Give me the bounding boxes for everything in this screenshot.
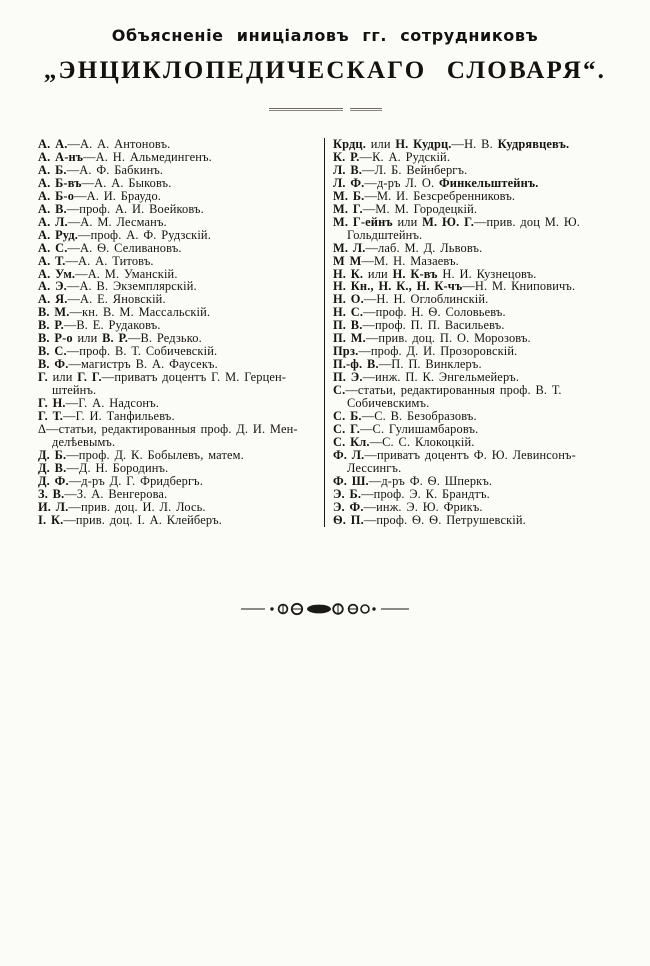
entry-text: —проф. Н. Ѳ. Соловьевъ. — [363, 305, 506, 320]
entry-text: —П. П. Винклеръ. — [378, 357, 482, 372]
entry-abbreviation: М. Ю. Г. — [422, 214, 474, 229]
list-entry — [333, 384, 618, 410]
entry-abbreviation: Н. С. — [333, 305, 364, 320]
entry-text: —Н. Н. Оглоблинскій. — [363, 292, 489, 307]
entry-text: —А. А. Антоновъ. — [67, 137, 171, 151]
entry-abbreviation: Прз. — [333, 344, 359, 359]
entry-text: —прив. доц. П. О. Морозовъ. — [365, 331, 531, 346]
entry-line — [38, 514, 323, 527]
entry-text: —магистръ В. А. Фаусекъ. — [68, 357, 218, 372]
title-divider-short-segment — [350, 108, 382, 111]
entry-abbreviation: Д. Ф. — [38, 473, 69, 488]
entry-abbreviation: А. Б-въ — [38, 175, 82, 190]
entry-abbreviation: Г. Т. — [38, 409, 64, 424]
entry-abbreviation: Финкельштейнъ. — [439, 175, 539, 190]
entry-abbreviation: А. А. — [38, 137, 68, 151]
entry-text: —инж. Э. Ю. Фрикъ. — [363, 499, 483, 514]
entry-abbreviation: Н. К-въ — [392, 266, 438, 281]
entry-abbreviation: П. М. — [333, 331, 366, 346]
entry-abbreviation: Кудрявцевъ. — [497, 137, 570, 151]
entry-text: или — [363, 266, 393, 281]
entry-abbreviation: П.-ф. В. — [333, 357, 379, 372]
entry-abbreviation: В. Ф. — [38, 357, 69, 372]
entry-text: —проф. В. Т. Собичевскій. — [66, 344, 218, 359]
entry-text: —Н. В. — [451, 137, 498, 151]
entry-abbreviation: А. Л. — [38, 214, 68, 229]
entry-abbreviation: А. Ум. — [38, 266, 76, 281]
entry-text: —проф. А. И. Воейковъ. — [66, 201, 204, 216]
entry-text: —С. С. Клокоцкій. — [369, 434, 475, 449]
entry-text: —М. М. Городецкій. — [362, 201, 478, 216]
entry-text: —приватъ доцентъ Ф. Ю. Левинсонъ- — [364, 447, 576, 462]
entry-text: —А. Н. Альмедингенъ. — [83, 149, 212, 164]
list-entry — [333, 449, 618, 475]
entry-abbreviation: М. Г. — [333, 201, 363, 216]
entry-text: Н. И. Кузнецовъ. — [437, 266, 537, 281]
entry-abbreviation: К. Р. — [333, 149, 360, 164]
entry-text: —А. Е. Яновскій. — [67, 292, 166, 307]
entry-text: Лессингъ. — [347, 460, 402, 475]
entry-text: —статьи, редактированныя проф. Д. И. Мен- — [46, 421, 298, 436]
entry-abbreviation: Ф. Л. — [333, 447, 365, 462]
page-header — [0, 26, 650, 104]
entry-line — [333, 514, 618, 527]
entry-text: делѣевымъ. — [52, 434, 116, 449]
list-entry — [333, 514, 618, 527]
page-subtitle: Объясненіе иниціаловъ гг. сотрудниковъ — [111, 26, 539, 45]
entry-abbreviation: М. Б. — [333, 188, 365, 203]
entry-text: —проф. П. П. Васильевъ. — [362, 318, 505, 333]
entry-text: —прив. доц. І. А. Клейберъ. — [63, 512, 223, 527]
entry-text: или — [47, 370, 78, 385]
entry-abbreviation: Г. Н. — [38, 396, 66, 411]
entry-text: —проф. Ѳ. Ѳ. Петрушевскій. — [363, 512, 526, 527]
entry-abbreviation: Л. В. — [333, 162, 363, 177]
entry-text: —А. М. Уманскій. — [75, 266, 178, 281]
column-left — [38, 138, 323, 527]
entry-abbreviation: А. Б-о — [38, 188, 75, 203]
entry-text: —В. Е. Рудаковъ. — [63, 318, 161, 333]
entry-abbreviation: А. С. — [38, 240, 68, 255]
entry-text: —А. В. Экземплярскій. — [66, 279, 197, 294]
entry-text: —С. Гулишамбаровъ. — [359, 421, 479, 436]
entry-abbreviation: М. Г-ейнъ — [333, 214, 393, 229]
entry-abbreviation: А. Э. — [38, 279, 67, 294]
entry-text: —д-ръ Ф. Ѳ. Шперкъ. — [368, 473, 493, 488]
entry-text: —А. Ѳ. Селивановъ. — [67, 240, 182, 255]
entry-abbreviation: Н. Кн., Н. К., Н. К-чъ — [333, 279, 463, 294]
entry-text: —В. Редзько. — [127, 331, 202, 346]
entry-text: —проф. А. Ф. Рудзскій. — [78, 227, 211, 242]
entry-text: —приватъ доцентъ Г. М. Герцен- — [101, 370, 287, 385]
entry-abbreviation: В. Р. — [102, 331, 128, 346]
entry-abbreviation: З. В. — [38, 486, 65, 501]
entry-text: —инж. П. К. Энгельмейеръ. — [362, 370, 520, 385]
entry-text: или — [72, 331, 103, 346]
entry-abbreviation: Д. Б. — [38, 447, 67, 462]
entry-abbreviation: І. К. — [38, 512, 64, 527]
entry-text: —проф. Д. И. Прозоровскій. — [358, 344, 518, 359]
entry-abbreviation: Крдц. — [333, 137, 366, 151]
column-divider-rule — [324, 138, 325, 527]
entry-text: —А. М. Лесманъ. — [67, 214, 167, 229]
entry-abbreviation: В. Р-о — [38, 331, 73, 346]
entry-text: —А. А. Быковъ. — [81, 175, 172, 190]
list-entry — [38, 371, 323, 397]
entry-text: —Г. И. Танфильевъ. — [63, 409, 175, 424]
entry-abbreviation: И. Л. — [38, 499, 69, 514]
entry-abbreviation: А. Руд. — [38, 227, 79, 242]
entry-abbreviation: Н. Кудрц. — [395, 137, 452, 151]
entry-text: Гольдштейнъ. — [347, 227, 423, 242]
entry-text: —кн. В. М. Массальскій. — [69, 305, 211, 320]
entry-text: —Д. Н. Бородинъ. — [66, 460, 169, 475]
entry-text: —К. А. Рудскій. — [359, 149, 451, 164]
entry-abbreviation: С. Кл. — [333, 434, 370, 449]
list-entry — [38, 423, 323, 449]
entry-text: —Л. Б. Вейнбергъ. — [362, 162, 468, 177]
entry-abbreviation: С. Г. — [333, 421, 360, 436]
entry-text: —прив. доц. И. Л. Лось. — [68, 499, 206, 514]
entry-text: —З. А. Венгерова. — [64, 486, 168, 501]
entry-text: —проф. Э. К. Брандтъ. — [361, 486, 490, 501]
entry-abbreviation: С. — [333, 383, 346, 398]
entry-text: —Г. А. Надсонъ. — [65, 396, 159, 411]
entry-abbreviation: Э. Ф. — [333, 499, 364, 514]
flourish-divider-icon — [0, 601, 650, 622]
entry-abbreviation: М М — [333, 253, 362, 268]
entry-text: —прив. доц М. Ю. — [473, 214, 581, 229]
entry-abbreviation: Г. Г. — [77, 370, 102, 385]
entry-text: Собичевскимъ. — [347, 396, 430, 411]
entry-text: —А. Ф. Бабкинъ. — [66, 162, 164, 177]
entry-text: штейнъ. — [52, 383, 97, 398]
entry-abbreviation: А. В. — [38, 201, 67, 216]
list-entry — [333, 216, 618, 242]
entry-text: или — [365, 137, 396, 151]
entry-text: —А. А. Титовъ. — [65, 253, 154, 268]
entry-abbreviation: Э. Б. — [333, 486, 362, 501]
entry-abbreviation: Н. К. — [333, 266, 364, 281]
entry-abbreviation: А. Б. — [38, 162, 67, 177]
entry-text: или — [392, 214, 423, 229]
list-entry — [38, 514, 323, 527]
entry-abbreviation: Г. — [38, 370, 48, 385]
title-divider-long-segment — [269, 108, 343, 111]
entry-text: —С. В. Безобразовъ. — [361, 409, 477, 424]
entry-text: —статьи, редактированныя проф. В. Т. — [345, 383, 562, 398]
title-divider — [0, 100, 650, 104]
entry-abbreviation: В. С. — [38, 344, 67, 359]
entry-text: —д-ръ Д. Г. Фридбергъ. — [68, 473, 203, 488]
entry-abbreviation: Л. Ф. — [333, 175, 365, 190]
entry-abbreviation: Н. О. — [333, 292, 364, 307]
entry-abbreviation: А. А-нъ — [38, 149, 84, 164]
entry-text: —д-ръ Л. О. — [364, 175, 439, 190]
two-column-initials-list — [38, 138, 618, 527]
entry-abbreviation: Ѳ. П. — [333, 512, 364, 527]
entry-text: —А. И. Браудо. — [74, 188, 162, 203]
entry-abbreviation: Д. В. — [38, 460, 67, 475]
entry-text: —проф. Д. К. Бобылевъ, матем. — [66, 447, 244, 462]
page-title: „ЭНЦИКЛОПЕДИЧЕСКАГО СЛОВАРЯ“. — [43, 57, 607, 84]
entry-abbreviation: В. Р. — [38, 318, 64, 333]
entry-abbreviation: А. Т. — [38, 253, 66, 268]
entry-abbreviation: М. Л. — [333, 240, 366, 255]
entry-abbreviation: П. Э. — [333, 370, 363, 385]
entry-text: —Н. М. Книповичъ. — [462, 279, 576, 294]
column-right — [333, 138, 618, 527]
entry-abbreviation: Ф. Ш. — [333, 473, 369, 488]
entry-text: Δ — [38, 421, 47, 436]
entry-text: —М. И. Безсребренниковъ. — [364, 188, 516, 203]
entry-abbreviation: А. Я. — [38, 292, 68, 307]
entry-text: —лаб. М. Д. Львовъ. — [365, 240, 483, 255]
entry-abbreviation: С. Б. — [333, 409, 362, 424]
entry-text: —М. Н. Мазаевъ. — [361, 253, 459, 268]
entry-abbreviation: П. В. — [333, 318, 363, 333]
entry-abbreviation: В. М. — [38, 305, 70, 320]
